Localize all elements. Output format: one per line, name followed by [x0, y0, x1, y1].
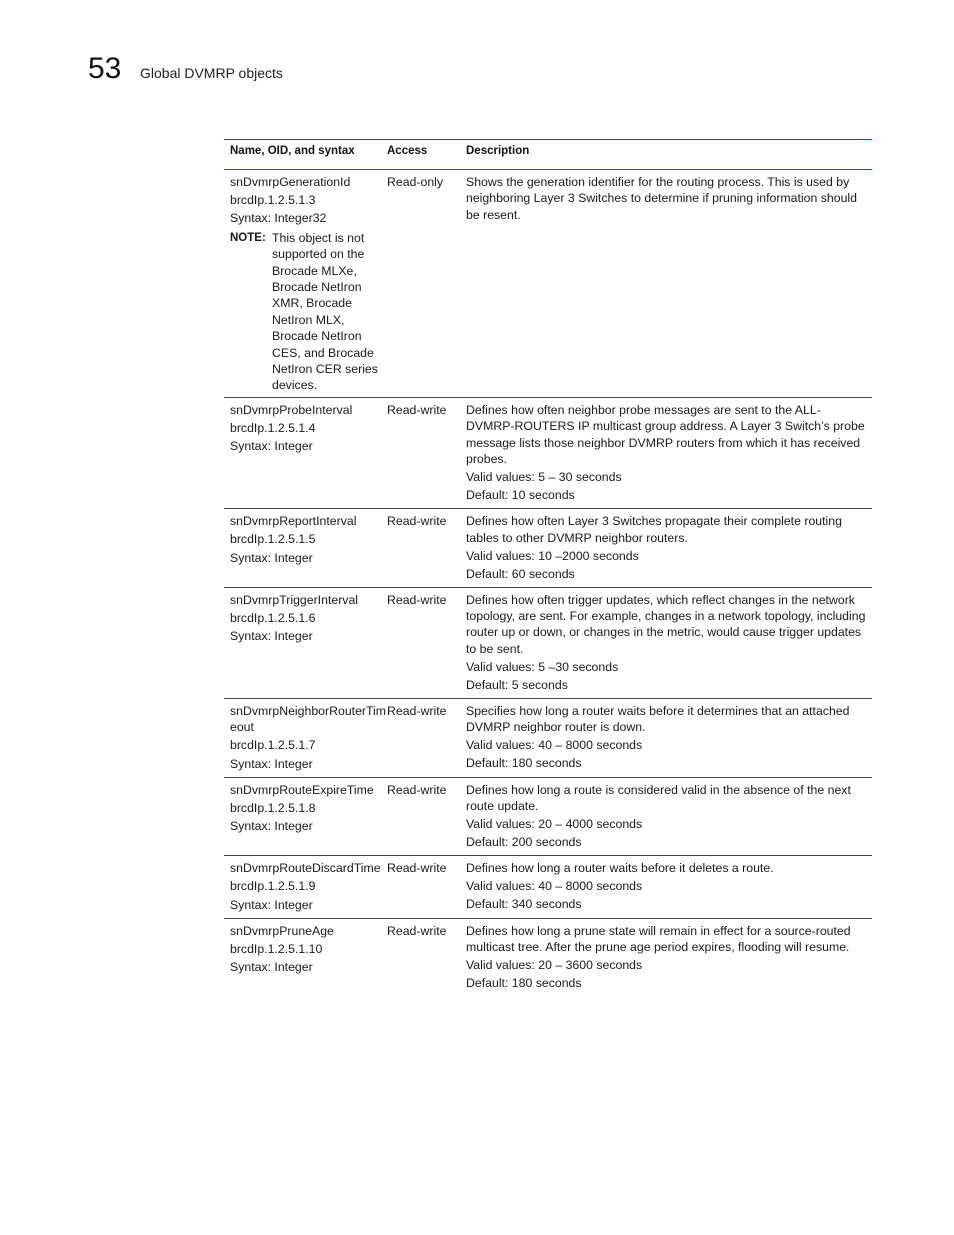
- table-row: [224, 588, 872, 699]
- default-value: Default: 60 seconds: [466, 566, 575, 581]
- object-syntax: Syntax: Integer: [230, 628, 313, 643]
- name-cell: [224, 513, 387, 583]
- description-text: Defines how often neighbor probe messages are sent to the ALL-DVMRP-ROUTERS IP multicast group address. A Layer 3 Switch’s probe message lists those neighbor DVMRP routers from which it has received probes.: [466, 402, 865, 467]
- mib-objects-table: [224, 139, 872, 996]
- object-oid: brcdIp.1.2.5.1.6: [230, 610, 316, 625]
- name-cell: [224, 402, 387, 505]
- description-cell: [466, 782, 872, 852]
- table-row: [224, 170, 872, 398]
- note-label: NOTE:: [230, 231, 266, 244]
- note: [230, 230, 387, 394]
- valid-values: Valid values: 40 – 8000 seconds: [466, 738, 643, 753]
- description-text: Defines how often trigger updates, which reflect changes in the network topology, are sent. For example, changes in a network topology, including router up or down, or changes in the metric, would cause trigger updates to be sent.: [466, 592, 866, 656]
- access-cell: Read-write: [387, 923, 447, 938]
- default-value: Default: 340 seconds: [466, 897, 582, 912]
- description-cell: [466, 402, 872, 505]
- description-text: Defines how long a route is considered valid in the absence of the next route update.: [466, 782, 851, 814]
- description-text: Shows the generation identifier for the routing process. This is used by neighboring Layer 3 Switches to determine if pruning information should be resent.: [466, 175, 857, 222]
- table-row: [224, 398, 872, 509]
- description-text: Defines how often Layer 3 Switches propagate their complete routing tables to other DVMRP neighbor routers.: [466, 514, 842, 545]
- description-text: Specifies how long a router waits before it determines that an attached DVMRP neighbor router is down.: [466, 703, 850, 735]
- object-syntax: Syntax: Integer: [230, 756, 313, 771]
- table-row: [224, 778, 872, 856]
- name-cell: [224, 174, 387, 394]
- access-cell: Read-only: [387, 175, 444, 189]
- object-name: snDvmrpProbeInterval: [230, 402, 353, 417]
- object-name: snDvmrpPruneAge: [230, 923, 334, 938]
- name-cell: [224, 782, 387, 852]
- object-oid: brcdIp.1.2.5.1.3: [230, 193, 316, 208]
- access-cell: Read-write: [387, 861, 447, 876]
- object-oid: brcdIp.1.2.5.1.7: [230, 738, 316, 753]
- access-cell: Read-write: [387, 592, 447, 607]
- object-syntax: Syntax: Integer: [230, 819, 313, 834]
- description-text: Defines how long a prune state will remain in effect for a source-routed multicast tree. After the prune age period expires, flooding will resume.: [466, 923, 851, 955]
- access-cell: Read-write: [387, 703, 447, 718]
- object-syntax: Syntax: Integer: [230, 960, 313, 975]
- valid-values: Valid values: 20 – 4000 seconds: [466, 817, 643, 832]
- object-name: snDvmrpRouteDiscardTime: [230, 861, 381, 876]
- description-cell: [466, 174, 872, 394]
- valid-values: Valid values: 5 –30 seconds: [466, 659, 619, 674]
- header-name: Name, OID, and syntax: [230, 145, 355, 157]
- valid-values: Valid values: 10 –2000 seconds: [466, 548, 639, 563]
- default-value: Default: 5 seconds: [466, 677, 568, 692]
- default-value: Default: 10 seconds: [466, 488, 575, 503]
- description-text: Defines how long a router waits before it deletes a route.: [466, 861, 774, 876]
- object-oid: brcdIp.1.2.5.1.4: [230, 421, 316, 436]
- description-cell: [466, 860, 872, 915]
- object-oid: brcdIp.1.2.5.1.8: [230, 800, 316, 815]
- description-cell: [466, 703, 872, 774]
- table-header: [224, 139, 872, 170]
- valid-values: Valid values: 40 – 8000 seconds: [466, 879, 643, 894]
- access-cell: Read-write: [387, 782, 447, 797]
- object-name: snDvmrpNeighborRouterTimeout: [230, 703, 387, 735]
- default-value: Default: 180 seconds: [466, 976, 582, 991]
- object-name: snDvmrpReportInterval: [230, 514, 357, 529]
- table-row: [224, 856, 872, 919]
- table-row: [224, 509, 872, 587]
- object-name: snDvmrpTriggerInterval: [230, 592, 359, 607]
- name-cell: [224, 923, 387, 993]
- default-value: Default: 200 seconds: [466, 835, 582, 850]
- access-cell: Read-write: [387, 514, 447, 529]
- name-cell: [224, 860, 387, 915]
- object-syntax: Syntax: Integer: [230, 439, 313, 454]
- valid-values: Valid values: 20 – 3600 seconds: [466, 958, 643, 973]
- object-syntax: Syntax: Integer: [230, 897, 313, 912]
- object-name: snDvmrpRouteExpireTime: [230, 782, 374, 797]
- access-cell: Read-write: [387, 402, 447, 417]
- header-access: Access: [387, 145, 428, 157]
- table-row: [224, 699, 872, 778]
- object-syntax: Syntax: Integer: [230, 550, 313, 565]
- chapter-title: Global DVMRP objects: [140, 65, 283, 81]
- chapter-number: 53: [88, 52, 122, 85]
- note-text: This object is not supported on the Brocade MLXe, Brocade NetIron XMR, Brocade NetIron MLX, Brocade NetIron CES, and Brocade NetIron CER series devices.: [272, 230, 378, 393]
- object-syntax: Syntax: Integer32: [230, 211, 327, 226]
- name-cell: [224, 703, 387, 774]
- object-name: snDvmrpGenerationId: [230, 175, 351, 189]
- object-oid: brcdIp.1.2.5.1.9: [230, 879, 316, 894]
- valid-values: Valid values: 5 – 30 seconds: [466, 470, 622, 485]
- table-row: [224, 919, 872, 996]
- description-cell: [466, 923, 872, 993]
- description-cell: [466, 592, 872, 695]
- description-cell: [466, 513, 872, 583]
- object-oid: brcdIp.1.2.5.1.10: [230, 941, 323, 956]
- header-description: Description: [466, 145, 530, 157]
- name-cell: [224, 592, 387, 695]
- object-oid: brcdIp.1.2.5.1.5: [230, 532, 316, 547]
- default-value: Default: 180 seconds: [466, 756, 582, 771]
